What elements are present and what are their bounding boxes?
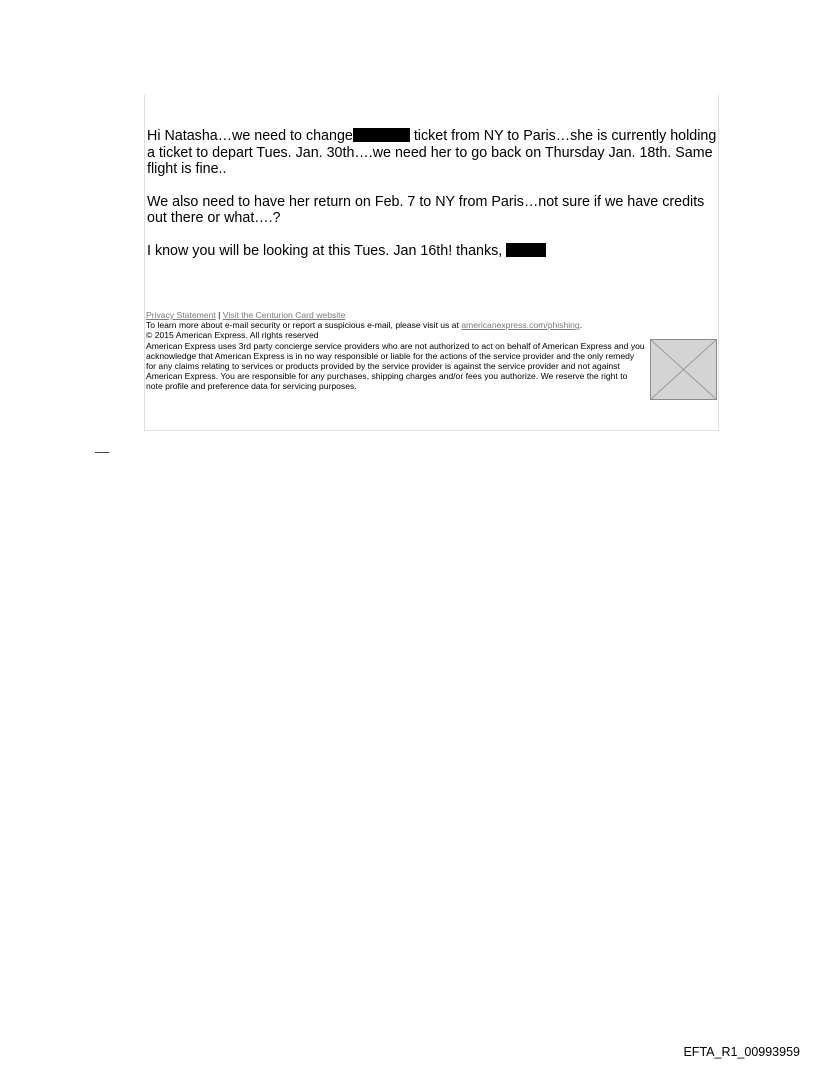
paragraph-1: [147, 128, 719, 178]
paragraph-3: [147, 243, 719, 260]
security-notice: [146, 320, 718, 330]
redaction-box: [353, 128, 410, 142]
redaction-box-signature: [506, 243, 546, 257]
security-end: .: [579, 320, 583, 331]
footer-links: [146, 310, 718, 320]
document-id: EFTA_R1_00993959: [683, 1045, 800, 1059]
stray-mark: [95, 446, 109, 453]
paragraph-1-end: ticket from NY to Paris…she is currently holding a ticket to depart Tues. Jan. 30th….we need her to go back on Thursday Jan. 18th. Same flight is fine..: [147, 128, 717, 177]
phishing-link[interactable]: americanexpress.com/phishing: [461, 320, 580, 331]
copyright: © 2015 American Express. All rights reserved: [146, 330, 319, 341]
security-text: To learn more about e-mail security or report a suspicious e-mail, please visit us at: [146, 320, 462, 331]
paragraph-1-start: Hi Natasha…we need to change: [147, 128, 353, 144]
link-separator: |: [215, 310, 223, 320]
centurion-website-link[interactable]: Visit the Centurion Card website: [222, 310, 346, 320]
email-footer: [146, 310, 718, 392]
paragraph-2: We also need to have her return on Feb. 7 to NY from Paris…not sure if we have credits out there or what….?: [147, 193, 705, 226]
legal-disclaimer: American Express uses 3rd party concierge service providers who are not authorized to act on behalf of American Express and you acknowledge that American Express is in no way responsible or liable for the actions of the service provider and the only remedy for any claims relating to services or products provided by the service provider is against the service provider and not against American Express. You are responsible for any purchases, shipping charges and/or fees you authorize. We reserve the right to note profile and preference data for servicing purposes.: [146, 340, 645, 392]
email-body: [147, 128, 719, 275]
email-frame: [144, 95, 719, 431]
paragraph-3-text: I know you will be looking at this Tues. Jan 16th! thanks,: [147, 242, 507, 259]
privacy-statement-link[interactable]: Privacy Statement: [146, 310, 216, 320]
broken-image-icon: [650, 339, 717, 400]
